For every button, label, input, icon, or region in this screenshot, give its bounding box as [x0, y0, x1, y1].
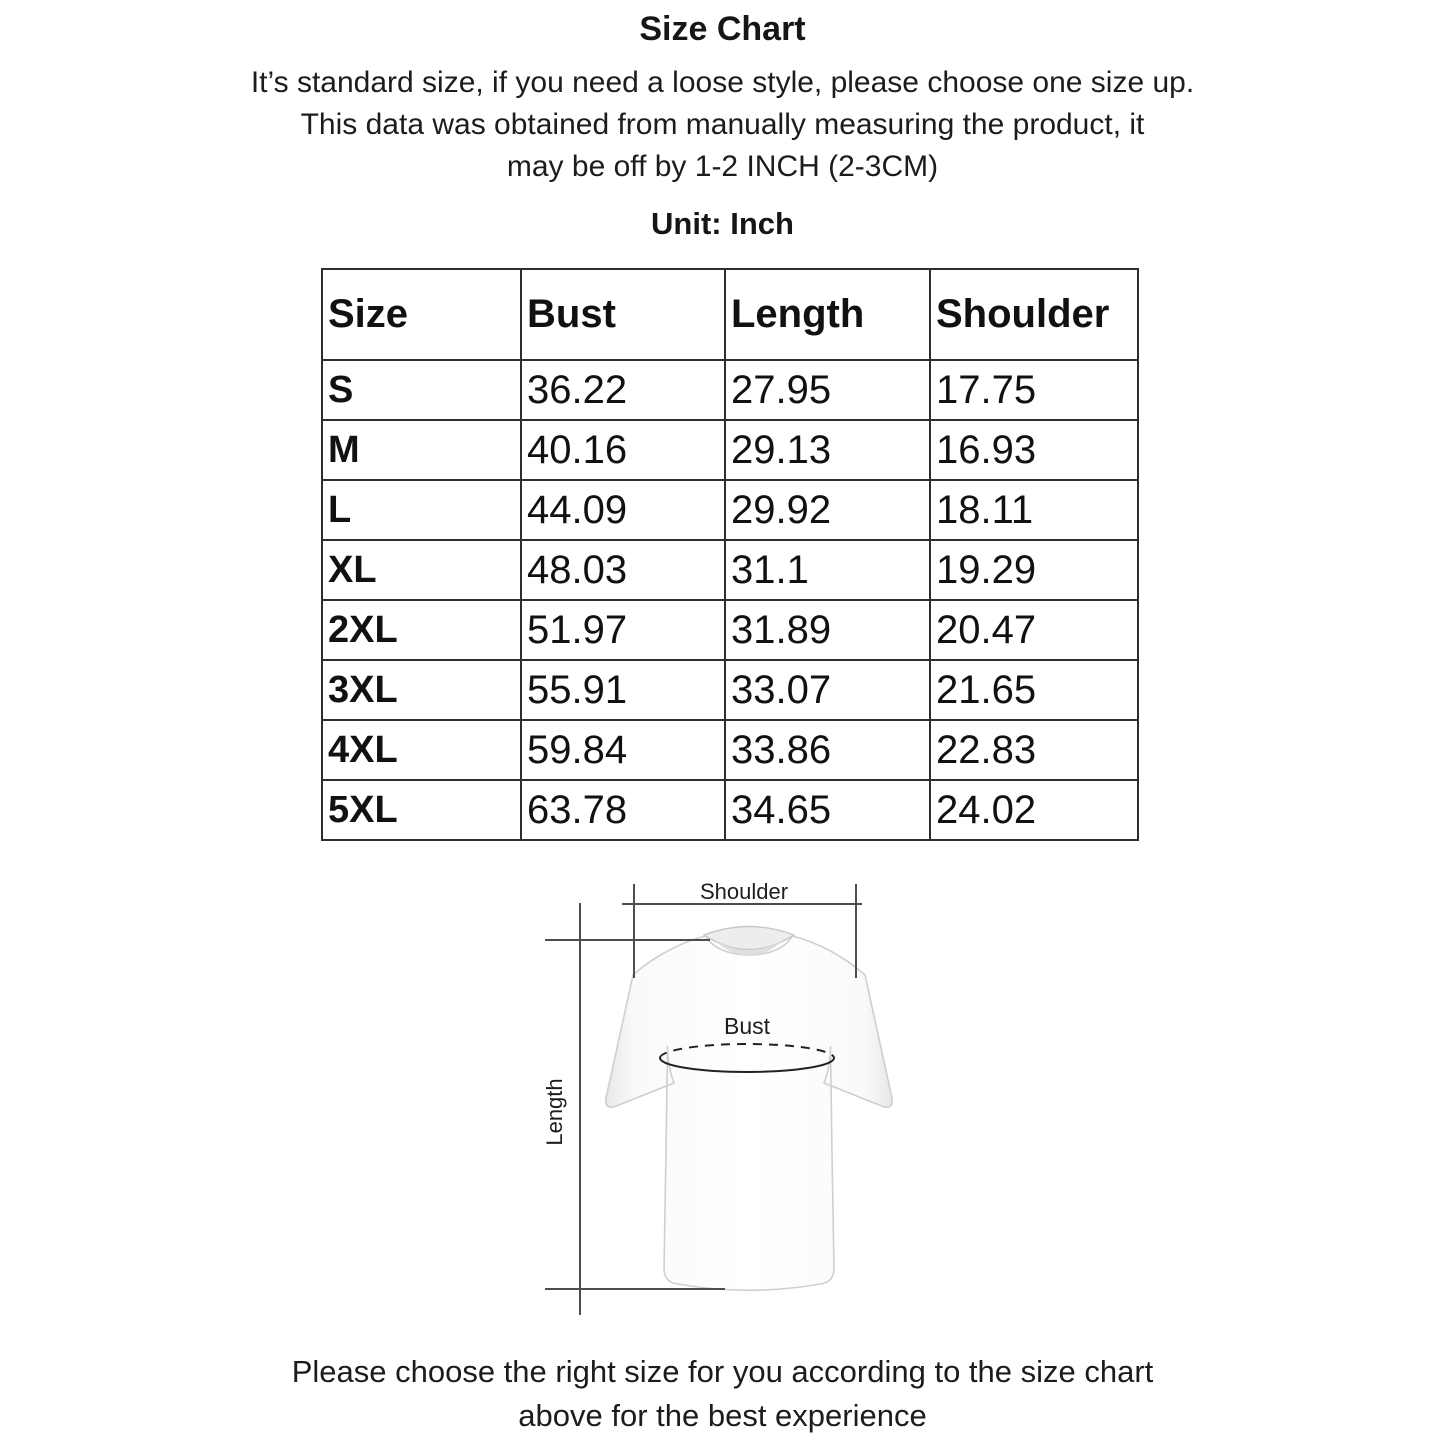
table-row [322, 720, 1138, 780]
size-cell: XL [322, 540, 521, 600]
table-row [322, 420, 1138, 480]
column-header-size: Size [322, 269, 521, 360]
bust-cell: 40.16 [521, 420, 725, 480]
length-cell: 27.95 [725, 360, 930, 420]
shoulder-cell: 22.83 [930, 720, 1138, 780]
page-title: Size Chart [639, 10, 806, 48]
size-cell: L [322, 480, 521, 540]
column-header-shoulder: Shoulder [930, 269, 1138, 360]
intro-line: It’s standard size, if you need a loose style, please choose one size up. [250, 66, 1195, 99]
length-cell: 31.89 [725, 600, 930, 660]
length-cell: 33.86 [725, 720, 930, 780]
shoulder-cell: 16.93 [930, 420, 1138, 480]
bust-cell: 48.03 [521, 540, 725, 600]
table-row [322, 780, 1138, 840]
table-row [322, 480, 1138, 540]
intro-text [0, 62, 1445, 188]
footer-line: above for the best experience [518, 1398, 927, 1433]
intro-line: This data was obtained from manually measuring the product, it [300, 108, 1145, 141]
bust-cell: 44.09 [521, 480, 725, 540]
shoulder-label: Shoulder [699, 879, 789, 904]
tshirt-diagram [522, 872, 942, 1330]
intro-line: may be off by 1-2 INCH (2-3CM) [506, 150, 939, 183]
bust-cell: 59.84 [521, 720, 725, 780]
size-cell: 4XL [322, 720, 521, 780]
length-cell: 29.92 [725, 480, 930, 540]
collar-graphic [704, 927, 794, 950]
size-cell: 2XL [322, 600, 521, 660]
shoulder-cell: 21.65 [930, 660, 1138, 720]
table-header-row [322, 269, 1138, 360]
shoulder-cell: 20.47 [930, 600, 1138, 660]
length-cell: 29.13 [725, 420, 930, 480]
table-row [322, 600, 1138, 660]
bust-cell: 55.91 [521, 660, 725, 720]
length-label: Length [542, 1078, 567, 1146]
shoulder-cell: 24.02 [930, 780, 1138, 840]
table-row [322, 540, 1138, 600]
shoulder-cell: 18.11 [930, 480, 1138, 540]
table-row [322, 660, 1138, 720]
unit-label: Unit: Inch [651, 206, 794, 241]
size-table [321, 268, 1139, 841]
bust-cell: 36.22 [521, 360, 725, 420]
footer-note [0, 1350, 1445, 1438]
size-cell: 3XL [322, 660, 521, 720]
footer-line: Please choose the right size for you according to the size chart [291, 1354, 1154, 1389]
length-cell: 34.65 [725, 780, 930, 840]
size-cell: 5XL [322, 780, 521, 840]
column-header-length: Length [725, 269, 930, 360]
length-cell: 31.1 [725, 540, 930, 600]
shoulder-cell: 17.75 [930, 360, 1138, 420]
bust-cell: 51.97 [521, 600, 725, 660]
bust-cell: 63.78 [521, 780, 725, 840]
shoulder-cell: 19.29 [930, 540, 1138, 600]
size-cell: S [322, 360, 521, 420]
column-header-bust: Bust [521, 269, 725, 360]
length-cell: 33.07 [725, 660, 930, 720]
tshirt-graphic [606, 927, 893, 1291]
size-cell: M [322, 420, 521, 480]
table-row [322, 360, 1138, 420]
bust-label: Bust [723, 1013, 771, 1039]
